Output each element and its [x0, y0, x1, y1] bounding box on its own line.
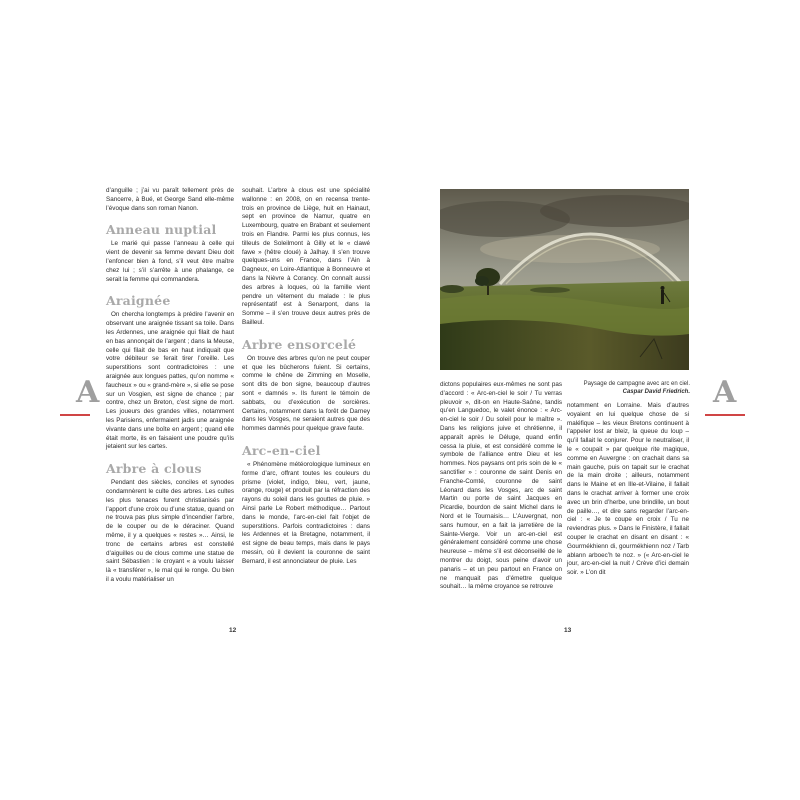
paragraph: Pendant des siècles, conciles et synodes condamnèrent le culte des arbres. Les cultes les plus tenaces furent christianisés par l’apport d’une croix ou d’une statue, quand on ne trouva pas plus simple d’incendier l’arbre, de le couper ou de le déraciner. Quand même, il y a quelques « restes »… Ainsi, le tronc de certains arbres est constellé d’aiguilles ou de clous comme une statue de saint Sébastien : le croyant « a voulu laisser là « transférer », le mal qui le ronge. Ou bien il a voulu matérialiser un [106, 479, 234, 583]
left-column-1 [106, 187, 234, 588]
entry-heading: Araignée [106, 293, 171, 309]
right-column-1 [440, 381, 562, 595]
entry-heading: Anneau nuptial [106, 222, 217, 238]
entry-heading: Arc-en-ciel [242, 442, 321, 458]
side-letter-left: A [76, 375, 100, 410]
paragraph: On trouve des arbres qu’on ne peut couper et que les bûcherons fuient. Si certains, comme le chêne de Zimming en Moselle, sont dits de bon signe, beaucoup d’autres sont « damnés ». Ils furent le témoin de sabbats, ou d’exécution de sorcières. Certains, notamment dans la forêt de Darney dans les Vosges, ne seraient autres que des hommes damnés pour quelque grave faute. [242, 354, 370, 433]
left-column-2 [242, 187, 370, 569]
painting-rainbow-landscape [440, 189, 689, 370]
page-number-left: 12 [229, 627, 237, 634]
paragraph: « Phénomène météorologique lumineux en forme d’arc, offrant toutes les couleurs du prisme (violet, indigo, bleu, vert, jaune, orange, rouge) et produit par la réfraction des rayons du soleil dans les gouttes de pluie. » Ainsi parle Le Robert méthodique… Partout dans le monde, l’arc-en-ciel fait l’objet de superstitions. Parfois contradictoires : dans les Ardennes et la Bretagne, notamment, il est signe de beau temps, mais dans le pays messin, où il devient la couronne de saint Bernard, il est annonciateur de pluie. Les [242, 460, 370, 565]
page-number-right: 13 [564, 627, 572, 634]
paragraph: Le marié qui passe l’anneau à celle qui vient de devenir sa femme devant Dieu doit l’enfoncer bien à fond, s’il veut être maître chez lui ; s’il s’arrête à une phalange, ce serait la femme qui commandera. [106, 240, 234, 283]
entry-heading: Arbre à clous [106, 461, 202, 477]
caption-credit: Caspar David Friedrich. [622, 389, 690, 395]
paragraph: souhait. L’arbre à clous est une spécialité wallonne : en 2008, on en recensa trente-trois en province de Liège, huit en Hainaut, sept en province de Namur, quatre en Luxembourg, quatre en Brabant et seulement trois en Flandre. Parmi les plus connus, les tilleuls de Soleilmont à Gilly et le « clawé fawe » (hêtre cloué) à Jalhay. Il s’en trouve quelques-uns en France, dans l’Ain à Dagneux, en Loire-Atlantique à Bonneuvre et dans la Nièvre à Corancy. On connaît aussi des arbres à loques, où la famille vient pendre un vêtement du malade : le plus représentatif est à Senarpont, dans la Somme – il s’en trouve deux autres près de Bailleul. [242, 187, 370, 326]
paragraph: dictons populaires eux-mêmes ne sont pas d’accord : « Arc-en-ciel le soir / Tu verras pleuvoir », dit-on en Haute-Saône, tandis qu’en Languedoc, le valet énonce : « Arc-en-ciel le soir / Du soleil pour le maître ». Dans les religions juive et chrétienne, il apparaît après le Déluge, quand enfin cessa la pluie, et est considéré comme le symbole de l’alliance entre Dieu et les hommes. Nos paysans ont pris soin de le « sanctifier » : couronne de saint Denis en Franche-Comté, couronne de saint Léonard dans les Vosges, arc de saint Martin ou porte de saint Jacques en Picardie, bourdon de saint Michel dans le Nord et le Tournaisis… L’Auvergnat, non sans humour, en a fait la jarretière de la Sainte-Vierge. Voir un arc-en-ciel est généralement considéré comme une chose heureuse – même s’il est déconseillé de le montrer du doigt, sous peine d’avoir un panaris – et un peu partout en France on ne manquait pas d’émettre quelque souhait… la même croyance se retrouve [440, 381, 562, 591]
side-rule-left [60, 414, 90, 416]
side-letter-right: A [713, 375, 737, 410]
paragraph: d’anguille ; j’ai vu paraît tellement près de Sancerre, à Bué, et George Sand elle-même l’évoque dans son roman Nanon. [106, 187, 234, 212]
caption-title: Paysage de campagne avec arc en ciel. [583, 381, 690, 387]
paragraph: On chercha longtemps à prédire l’avenir en observant une araignée tissant sa toile. Dans les Ardennes, une araignée qui filait de haut en bas annonçait de l’argent ; dans la Meuse, celle qui filait de bas en haut indiquait que votre débiteur se ferait tirer l’oreille. Les superstitions sont contradictoires : une araignée aux longues pattes, qu’on nomme « faucheux » ou « grand-mère », si elle se pose sur un Vosgien, est signe de chance ; par contre, chez un Breton, c’est signe de mort. Les joueurs des grandes villes, notamment les Parisiens, enfermaient jadis une araignée vivante dans une boîte en argent ; quand elle était morte, ils en faisaient une poudre qu’ils jetaient sur les cartes. [106, 311, 234, 451]
side-rule-right [705, 414, 745, 416]
entry-heading: Arbre ensorcelé [242, 336, 357, 352]
paragraph: notamment en Lorraine. Mais d’autres voyaient en lui quelque chose de si maléfique – les vieux Bretons continuent à l’appeler lost ar bleiz, la queue du loup – qu’il fallait le conjurer. Pour le neutraliser, il le « coupait » par quelque rite magique, comme en Auvergne : on crachait dans sa main gauche, puis on tapait sur le crachat de la main droite ; ailleurs, notamment dans le Maine et en Ille-et-Vilaine, il fallait dans le crachat arriver à former une croix avec un brin d’herbe, une brindille, un bout de paille…, et dire sans regarder l’arc-en-ciel : « Je te coupe en croix / Tu ne reviendras plus. » Dans le Finistère, il fallait couper le crachat en disant en disant : « Gourmékhienn di, gourmékhienn noz / Tarb ablann arboec’h te noz. » (« Arc-en-ciel le jour, arc-en-ciel la nuit / Crève d’ici demain soir. » L’on dit [567, 402, 689, 577]
right-column-2 [567, 402, 689, 581]
